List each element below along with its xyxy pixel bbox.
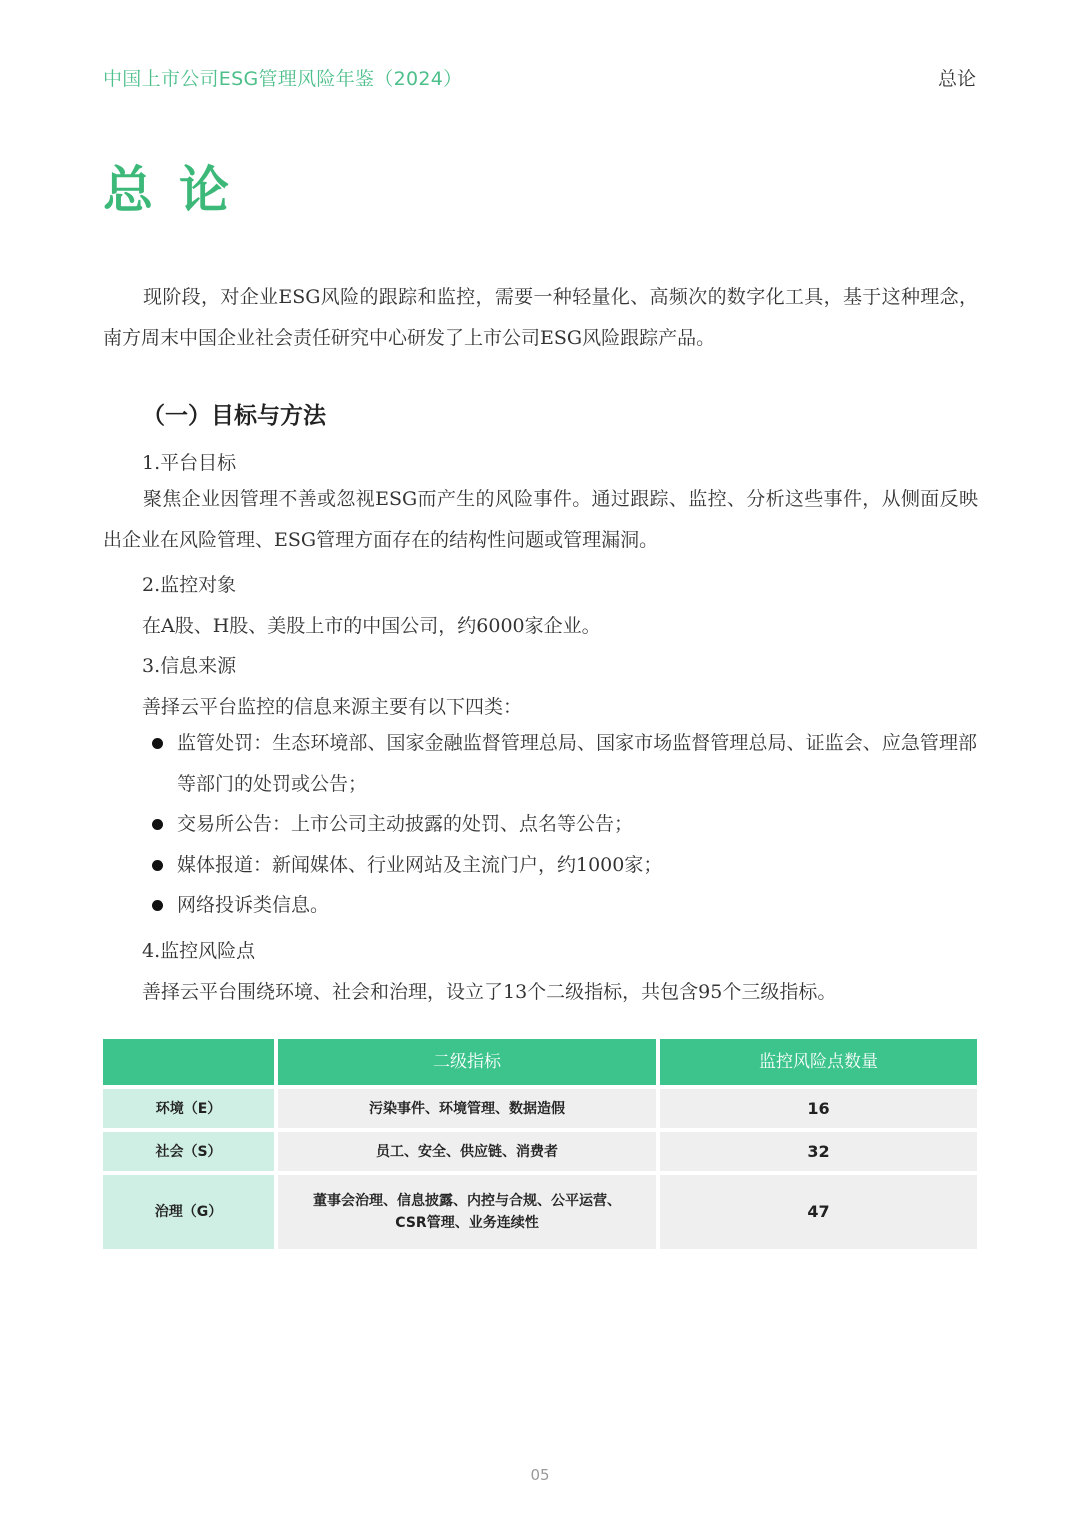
count-cell: 16 bbox=[660, 1089, 977, 1128]
indicator-table bbox=[103, 1039, 977, 1253]
source-intro: 善择云平台监控的信息来源主要有以下四类： bbox=[142, 696, 523, 718]
risk-paragraph: 善择云平台围绕环境、社会和治理，设立了13个二级指标，共包含95个三级指标。 bbox=[142, 981, 837, 1003]
indicator-cell: 污染事件、环境管理、数据造假 bbox=[278, 1089, 656, 1128]
bullet-icon bbox=[152, 819, 163, 830]
intro-paragraph: 现阶段，对企业ESG风险的跟踪和监控，需要一种轻量化、高频次的数字化工具，基于这种理念，南方周末中国企业社会责任研究中心研发了上市公司ESG风险跟踪产品。 bbox=[103, 286, 978, 349]
count-cell: 32 bbox=[660, 1132, 977, 1171]
table-header-cell bbox=[103, 1039, 274, 1085]
dimension-cell: 环境（E） bbox=[103, 1089, 274, 1128]
section-heading: （一）目标与方法 bbox=[142, 402, 326, 429]
chapter-name: 总论 bbox=[937, 68, 976, 90]
page-title: 总论 bbox=[103, 161, 255, 219]
list-item-text: 媒体报道：新闻媒体、行业网站及主流门户，约1000家； bbox=[177, 854, 663, 876]
table-row bbox=[103, 1132, 977, 1171]
dimension-cell: 治理（G） bbox=[103, 1175, 274, 1249]
source-label: 3.信息来源 bbox=[142, 655, 237, 677]
goal-label: 1.平台目标 bbox=[142, 452, 237, 474]
indicator-cell: 董事会治理、信息披露、内控与合规、公平运营、CSR管理、业务连续性 bbox=[278, 1175, 656, 1249]
count-cell: 47 bbox=[660, 1175, 977, 1249]
goal-paragraph: 聚焦企业因管理不善或忽视ESG而产生的风险事件。通过跟踪、监控、分析这些事件，从侧面反映出企业在风险管理、ESG管理方面存在的结构性问题或管理漏洞。 bbox=[103, 488, 978, 551]
bullet-icon bbox=[152, 860, 163, 871]
dimension-cell: 社会（S） bbox=[103, 1132, 274, 1171]
list-item-text: 网络投诉类信息。 bbox=[177, 894, 330, 916]
table-row bbox=[103, 1089, 977, 1128]
bullet-icon bbox=[152, 900, 163, 911]
risk-label: 4.监控风险点 bbox=[142, 940, 256, 962]
list-item-text: 交易所公告：上市公司主动披露的处罚、点名等公告； bbox=[177, 813, 634, 835]
publication-title: 中国上市公司ESG管理风险年鉴（2024） bbox=[103, 68, 463, 90]
page-number: 05 bbox=[530, 1466, 550, 1484]
table-row bbox=[103, 1175, 977, 1249]
table-header-cell: 二级指标 bbox=[278, 1039, 656, 1085]
object-label: 2.监控对象 bbox=[142, 574, 237, 596]
table-header-cell: 监控风险点数量 bbox=[660, 1039, 977, 1085]
table-header-row bbox=[103, 1039, 977, 1085]
bullet-icon bbox=[152, 738, 163, 749]
indicator-cell: 员工、安全、供应链、消费者 bbox=[278, 1132, 656, 1171]
list-item-text: 监管处罚：生态环境部、国家金融监督管理总局、国家市场监督管理总局、证监会、应急管理部等部门的处罚或公告； bbox=[177, 732, 977, 795]
object-paragraph: 在A股、H股、美股上市的中国公司，约6000家企业。 bbox=[142, 615, 601, 637]
